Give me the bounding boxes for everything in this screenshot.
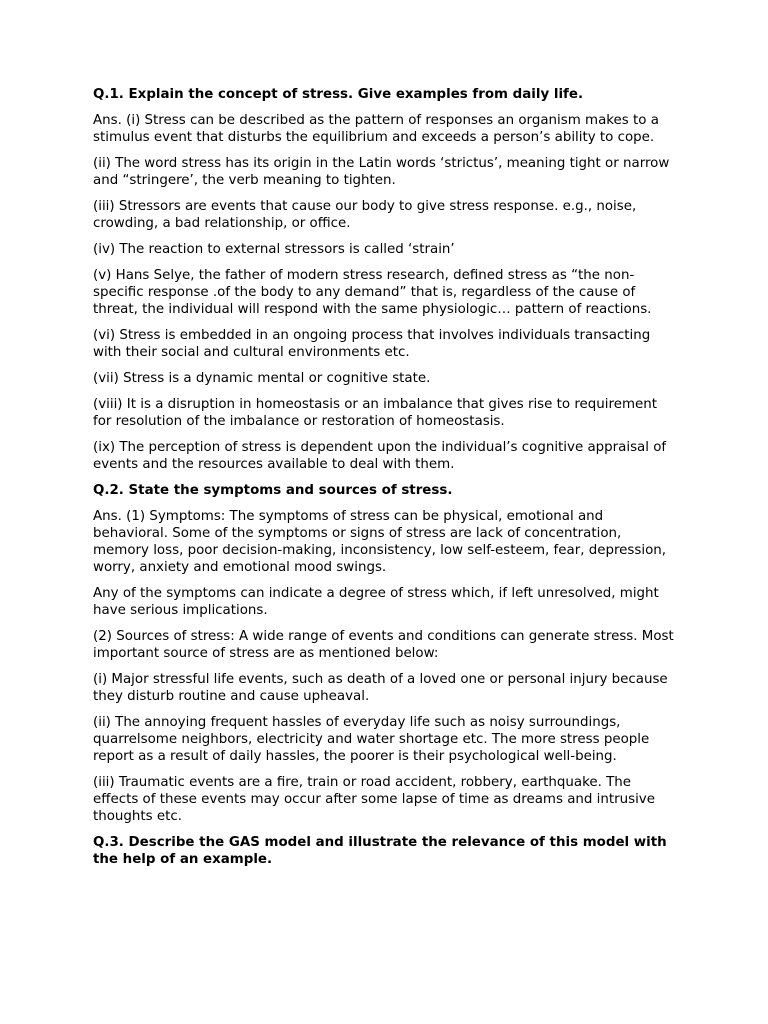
answer-1-point-i: Ans. (i) Stress can be described as the pattern of responses an organism makes to a stimulus event that disturbs the equilibrium and exceeds a person’s ability to cope. (93, 113, 659, 145)
document-page (93, 86, 679, 877)
question-3-heading: Q.3. Describe the GAS model and illustrate the relevance of this model with the help of an example. (93, 835, 667, 867)
answer-2-symptoms: Ans. (1) Symptoms: The symptoms of stress can be physical, emotional and behavioral. Some of the symptoms or signs of stress are lack of concentration, memory loss, poor decision-making, inconsistency, low self-esteem, fear, depression, worry, anxiety and emotional mood swings. (93, 509, 667, 575)
answer-1-point-iii: (iii) Stressors are events that cause our body to give stress response. e.g., noise, crowding, a bad relationship, or office. (93, 199, 637, 231)
answer-2-source-iii: (iii) Traumatic events are a fire, train or road accident, robbery, earthquake. The effects of these events may occur after some lapse of time as dreams and intrusive thoughts etc. (93, 775, 655, 824)
answer-1-point-v: (v) Hans Selye, the father of modern stress research, defined stress as “the non-specific response .of the body to any demand” that is, regardless of the cause of threat, the individual will respond with the same physiologic… pattern of reactions. (93, 268, 652, 317)
answer-2-source-i: (i) Major stressful life events, such as death of a loved one or personal injury because they disturb routine and cause upheaval. (93, 672, 668, 704)
answer-1-point-ii: (ii) The word stress has its origin in the Latin words ‘strictus’, meaning tight or narrow and “stringere’, the verb meaning to tighten. (93, 156, 670, 188)
answer-2-symptoms-note: Any of the symptoms can indicate a degree of stress which, if left unresolved, might have serious implications. (93, 586, 659, 618)
answer-2-source-ii: (ii) The annoying frequent hassles of everyday life such as noisy surroundings, quarrelsome neighbors, electricity and water shortage etc. The more stress people report as a result of daily hassles, the poorer is their psychological well-being. (93, 715, 650, 764)
answer-1-point-vi: (vi) Stress is embedded in an ongoing process that involves individuals transacting with their social and cultural environments etc. (93, 328, 651, 360)
answer-1-point-iv: (iv) The reaction to external stressors is called ‘strain’ (93, 242, 455, 257)
answer-1-point-vii: (vii) Stress is a dynamic mental or cognitive state. (93, 371, 431, 386)
question-1-heading: Q.1. Explain the concept of stress. Give examples from daily life. (93, 87, 584, 102)
answer-1-point-ix: (ix) The perception of stress is dependent upon the individual’s cognitive appraisal of events and the resources available to deal with them. (93, 440, 667, 472)
answer-2-sources: (2) Sources of stress: A wide range of events and conditions can generate stress. Most important source of stress are as mentioned below: (93, 629, 674, 661)
question-2-heading: Q.2. State the symptoms and sources of stress. (93, 483, 453, 498)
answer-1-point-viii: (viii) It is a disruption in homeostasis or an imbalance that gives rise to requirement for resolution of the imbalance or restoration of homeostasis. (93, 397, 657, 429)
